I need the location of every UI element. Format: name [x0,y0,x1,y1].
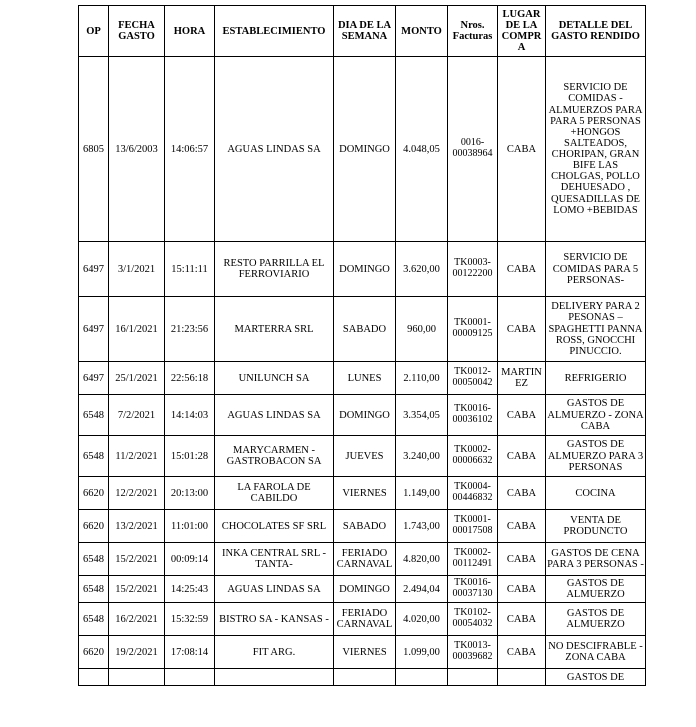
table-row [79,477,646,510]
cell-monto: 3.620,00 [396,242,448,297]
cell-establecimiento: AGUAS LINDAS SA [215,395,334,436]
cell-detalle: VENTA DE PRODUNCTO [546,510,646,543]
cell-dia: LUNES [334,362,396,395]
table-row [79,297,646,362]
cell-monto: 1.099,00 [396,636,448,669]
cell-hora: 15:01:28 [165,436,215,477]
cell-hora: 14:06:57 [165,57,215,242]
cell-facturas: TK0013-00039682 [448,636,498,669]
column-header-fecha-gasto: FECHA GASTO [109,6,165,57]
cell-facturas: TK0003-00122200 [448,242,498,297]
cell-fecha: 13/6/2003 [109,57,165,242]
cell-lugar: CABA [498,636,546,669]
cell-detalle: GASTOS DE [546,669,646,686]
cell-dia: FERIADO CARNAVAL [334,603,396,636]
cell-detalle: SERVICIO DE COMIDAS PARA 5 PERSONAS- [546,242,646,297]
cell-hora: 11:01:00 [165,510,215,543]
cell-detalle: GASTOS DE CENA PARA 3 PERSONAS - [546,543,646,576]
cell-hora: 15:11:11 [165,242,215,297]
cell-facturas: TK0001-00017508 [448,510,498,543]
cell-monto: 2.494,04 [396,576,448,603]
cell-lugar: CABA [498,395,546,436]
cell-dia [334,669,396,686]
cell-lugar: CABA [498,543,546,576]
cell-hora: 20:13:00 [165,477,215,510]
cell-lugar: CABA [498,242,546,297]
cell-dia: DOMINGO [334,395,396,436]
cell-establecimiento: AGUAS LINDAS SA [215,57,334,242]
cell-op: 6620 [79,477,109,510]
table-row [79,636,646,669]
cell-hora: 14:25:43 [165,576,215,603]
cell-facturas: TK0102-00054032 [448,603,498,636]
cell-lugar: MARTINEZ [498,362,546,395]
cell-fecha: 16/1/2021 [109,297,165,362]
cell-establecimiento: MARTERRA SRL [215,297,334,362]
cell-op [79,669,109,686]
column-header-monto: MONTO [396,6,448,57]
cell-lugar: CABA [498,436,546,477]
cell-detalle: DELIVERY PARA 2 PESONAS – SPAGHETTI PANNA ROSS, GNOCCHI PINUCCIO. [546,297,646,362]
cell-lugar: CABA [498,603,546,636]
cell-op: 6548 [79,543,109,576]
cell-detalle: GASTOS DE ALMUERZO [546,576,646,603]
cell-facturas: TK0002-00006632 [448,436,498,477]
cell-hora: 00:09:14 [165,543,215,576]
cell-detalle: GASTOS DE ALMUERZO PARA 3 PERSONAS [546,436,646,477]
cell-lugar: CABA [498,57,546,242]
cell-dia: VIERNES [334,477,396,510]
cell-fecha: 12/2/2021 [109,477,165,510]
table-header-row [79,6,646,57]
cell-op: 6620 [79,510,109,543]
cell-establecimiento: CHOCOLATES SF SRL [215,510,334,543]
cell-detalle: COCINA [546,477,646,510]
cell-dia: SABADO [334,297,396,362]
cell-fecha: 15/2/2021 [109,576,165,603]
table-row [79,242,646,297]
cell-fecha: 3/1/2021 [109,242,165,297]
cell-monto: 2.110,00 [396,362,448,395]
cell-facturas: TK0016-00037130 [448,576,498,603]
cell-establecimiento: LA FAROLA DE CABILDO [215,477,334,510]
cell-establecimiento: BISTRO SA - KANSAS - [215,603,334,636]
cell-establecimiento: FIT ARG. [215,636,334,669]
table-row [79,436,646,477]
cell-op: 6548 [79,395,109,436]
column-header-dia-semana: DIA DE LA SEMANA [334,6,396,57]
cell-detalle: REFRIGERIO [546,362,646,395]
cell-lugar: CABA [498,297,546,362]
cell-monto [396,669,448,686]
cell-detalle: GASTOS DE ALMUERZO [546,603,646,636]
cell-op: 6497 [79,362,109,395]
cell-op: 6548 [79,436,109,477]
cell-op: 6497 [79,297,109,362]
cell-fecha: 7/2/2021 [109,395,165,436]
table-row [79,510,646,543]
cell-op: 6548 [79,576,109,603]
cell-hora: 14:14:03 [165,395,215,436]
column-header-establecimiento: ESTABLECIMIENTO [215,6,334,57]
table-row [79,669,646,686]
cell-monto: 1.743,00 [396,510,448,543]
cell-lugar [498,669,546,686]
cell-monto: 3.240,00 [396,436,448,477]
column-header-detalle-gasto: DETALLE DEL GASTO RENDIDO [546,6,646,57]
cell-hora: 15:32:59 [165,603,215,636]
cell-facturas: TK0004-00446832 [448,477,498,510]
cell-hora [165,669,215,686]
expense-report-table [78,5,646,686]
cell-dia: VIERNES [334,636,396,669]
cell-fecha: 16/2/2021 [109,603,165,636]
cell-lugar: CABA [498,576,546,603]
cell-op: 6620 [79,636,109,669]
cell-fecha: 25/1/2021 [109,362,165,395]
cell-fecha [109,669,165,686]
cell-lugar: CABA [498,510,546,543]
cell-monto: 4.820,00 [396,543,448,576]
cell-fecha: 19/2/2021 [109,636,165,669]
cell-fecha: 13/2/2021 [109,510,165,543]
cell-establecimiento: RESTO PARRILLA EL FERROVIARIO [215,242,334,297]
cell-monto: 3.354,05 [396,395,448,436]
table-row [79,57,646,242]
cell-dia: SABADO [334,510,396,543]
cell-monto: 4.048,05 [396,57,448,242]
table-row [79,395,646,436]
cell-facturas: 0016-00038964 [448,57,498,242]
cell-dia: DOMINGO [334,576,396,603]
cell-dia: DOMINGO [334,57,396,242]
cell-lugar: CABA [498,477,546,510]
cell-fecha: 15/2/2021 [109,543,165,576]
cell-facturas: TK0001-00009125 [448,297,498,362]
cell-facturas: TK0016-00036102 [448,395,498,436]
cell-facturas [448,669,498,686]
cell-monto: 4.020,00 [396,603,448,636]
cell-hora: 21:23:56 [165,297,215,362]
table-row [79,543,646,576]
cell-establecimiento: MARYCARMEN - GASTROBACON SA [215,436,334,477]
column-header-op: OP [79,6,109,57]
cell-op: 6497 [79,242,109,297]
cell-facturas: TK0002-00112491 [448,543,498,576]
cell-detalle: GASTOS DE ALMUERZO - ZONA CABA [546,395,646,436]
cell-dia: DOMINGO [334,242,396,297]
cell-monto: 960,00 [396,297,448,362]
cell-monto: 1.149,00 [396,477,448,510]
cell-detalle: NO DESCIFRABLE - ZONA CABA [546,636,646,669]
cell-establecimiento: INKA CENTRAL SRL - TANTA- [215,543,334,576]
cell-dia: JUEVES [334,436,396,477]
table-row [79,362,646,395]
cell-op: 6548 [79,603,109,636]
table-row [79,603,646,636]
cell-hora: 17:08:14 [165,636,215,669]
cell-facturas: TK0012-00050042 [448,362,498,395]
cell-dia: FERIADO CARNAVAL [334,543,396,576]
cell-establecimiento: AGUAS LINDAS SA [215,576,334,603]
cell-detalle: SERVICIO DE COMIDAS - ALMUERZOS PARA PARA 5 PERSONAS +HONGOS SALTEADOS, CHORIPAN, GRAN BIFE LAS CHOLGAS, POLLO DEHUESADO , QUESADILLAS DE LOMO +BEBIDAS [546,57,646,242]
column-header-hora: HORA [165,6,215,57]
cell-op: 6805 [79,57,109,242]
column-header-nros-facturas: Nros. Facturas [448,6,498,57]
column-header-lugar-compra: LUGAR DE LA COMPRA [498,6,546,57]
cell-hora: 22:56:18 [165,362,215,395]
table-row [79,576,646,603]
cell-establecimiento [215,669,334,686]
cell-establecimiento: UNILUNCH SA [215,362,334,395]
cell-fecha: 11/2/2021 [109,436,165,477]
